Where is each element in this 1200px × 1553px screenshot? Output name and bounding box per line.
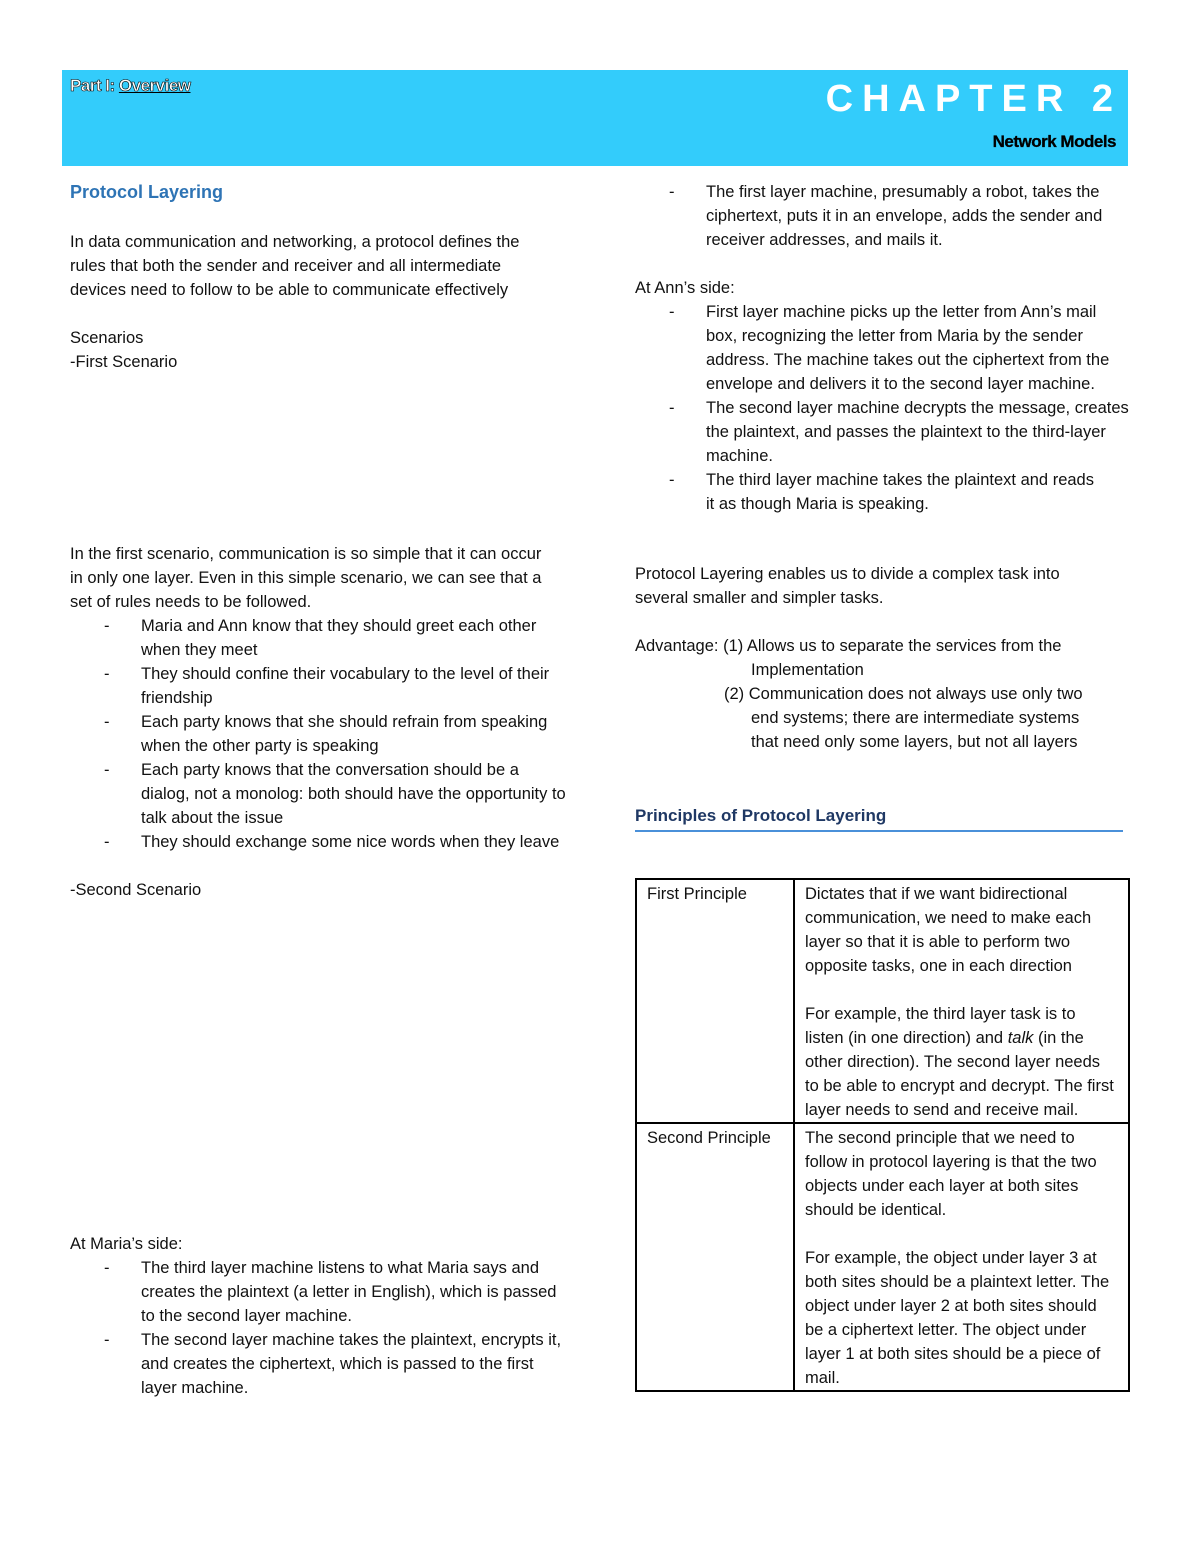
chapter-subtitle: Network Models (992, 132, 1116, 151)
left-column (70, 180, 570, 1400)
first-scenario-text: In the first scenario, communication is so simple that it can occur in only one layer. Even in this simple scenario, we can see that a set of rules needs to be followed. (70, 545, 542, 611)
example-text: For example, the third layer task is to listen (in one direction) and (805, 1005, 1076, 1047)
maria-side-label: At Maria’s side: (70, 1235, 183, 1253)
list-item: - They should exchange some nice words when they leave (70, 830, 570, 854)
table-row (636, 879, 1129, 1123)
advantage-label: Advantage: (635, 637, 724, 655)
second-scenario-label: -Second Scenario (70, 881, 202, 899)
principles-table (635, 878, 1130, 1392)
first-scenario-label: -First Scenario (70, 353, 178, 371)
chapter-title: CHAPTER 2 (825, 78, 1122, 120)
list-item: - The third layer machine listens to what Maria says and creates the plaintext (a letter in English), which is passed to the second layer machine. (70, 1256, 570, 1328)
principle-text: The second principle that we need to follow in protocol layering is that the two objects under each layer at both sites should be identical. (805, 1129, 1097, 1219)
advantage-line-3: (2) Communication does not always use only two (724, 685, 1083, 703)
maria-steps (70, 1256, 570, 1400)
list-item: - The second layer machine decrypts the message, creates the plaintext, and passes the plaintext to the third-layer machine. (635, 396, 1135, 468)
list-item: - The third layer machine takes the plaintext and reads it as though Maria is speaking. (635, 468, 1135, 516)
principle-description (794, 1123, 1129, 1391)
first-scenario-rules (70, 614, 570, 854)
example-italic: talk (1007, 1029, 1034, 1047)
ann-steps (635, 300, 1135, 516)
principle-description (794, 879, 1129, 1123)
advantage-1: (1) Allows us to separate the services from the (723, 637, 1062, 655)
principle-name: First Principle (636, 879, 794, 1123)
principles-heading: Principles of Protocol Layering (635, 804, 1123, 832)
principle-example: For example, the object under layer 3 at both sites should be a plaintext letter. The object under layer 2 at both sites should be a ciphertext letter. The object under layer 1 at both sites should be a piece of mail. (805, 1249, 1110, 1387)
example-text: (in the other direction). The second layer needs to be able to encrypt and decrypt. The first layer needs to send and receive mail. (805, 1029, 1114, 1119)
list-item: - Each party knows that the conversation should be a dialog, not a monolog: both should have the opportunity to talk about the issue (70, 758, 570, 830)
principle-example (805, 1002, 1118, 1122)
right-column (635, 180, 1135, 832)
table-row (636, 1123, 1129, 1391)
list-item: - They should confine their vocabulary to the level of their friendship (70, 662, 570, 710)
section-heading: Protocol Layering (70, 182, 224, 202)
list-item: - Each party knows that she should refrain from speaking when the other party is speaking (70, 710, 570, 758)
summary-paragraph: Protocol Layering enables us to divide a complex task into several smaller and simpler tasks. (635, 565, 1060, 607)
ann-side-label: At Ann’s side: (635, 279, 735, 297)
part-prefix: Part I: (70, 76, 119, 95)
part-name: Overview (118, 76, 191, 95)
list-item: - The first layer machine, presumably a robot, takes the ciphertext, puts it in an envelope, adds the sender and receiver addresses, and mails it. (635, 180, 1135, 252)
advantage-line-4: end systems; there are intermediate systems (751, 709, 1080, 727)
principle-name: Second Principle (636, 1123, 794, 1391)
scenarios-label: Scenarios (70, 329, 144, 347)
advantage-line-1 (635, 634, 1135, 658)
maria-steps-continued (635, 180, 1135, 252)
advantage-line-2: Implementation (751, 661, 864, 679)
chapter-banner (62, 70, 1128, 166)
figure-placeholder (70, 374, 570, 542)
part-label (70, 76, 191, 96)
list-item: - First layer machine picks up the letter from Ann’s mail box, recognizing the letter from Maria by the sender address. The machine takes out the ciphertext from the envelope and delivers it to the second layer machine. (635, 300, 1135, 396)
figure-placeholder (70, 902, 570, 1232)
list-item: - The second layer machine takes the plaintext, encrypts it, and creates the ciphertext, which is passed to the first layer machine. (70, 1328, 570, 1400)
list-item: - Maria and Ann know that they should greet each other when they meet (70, 614, 570, 662)
intro-paragraph: In data communication and networking, a protocol defines the rules that both the sender and receiver and all intermediate devices need to follow to be able to communicate effectively (70, 233, 520, 299)
advantage-line-5: that need only some layers, but not all layers (751, 733, 1078, 751)
principle-text: Dictates that if we want bidirectional communication, we need to make each layer so that it is able to perform two opposite tasks, one in each direction (805, 885, 1092, 975)
